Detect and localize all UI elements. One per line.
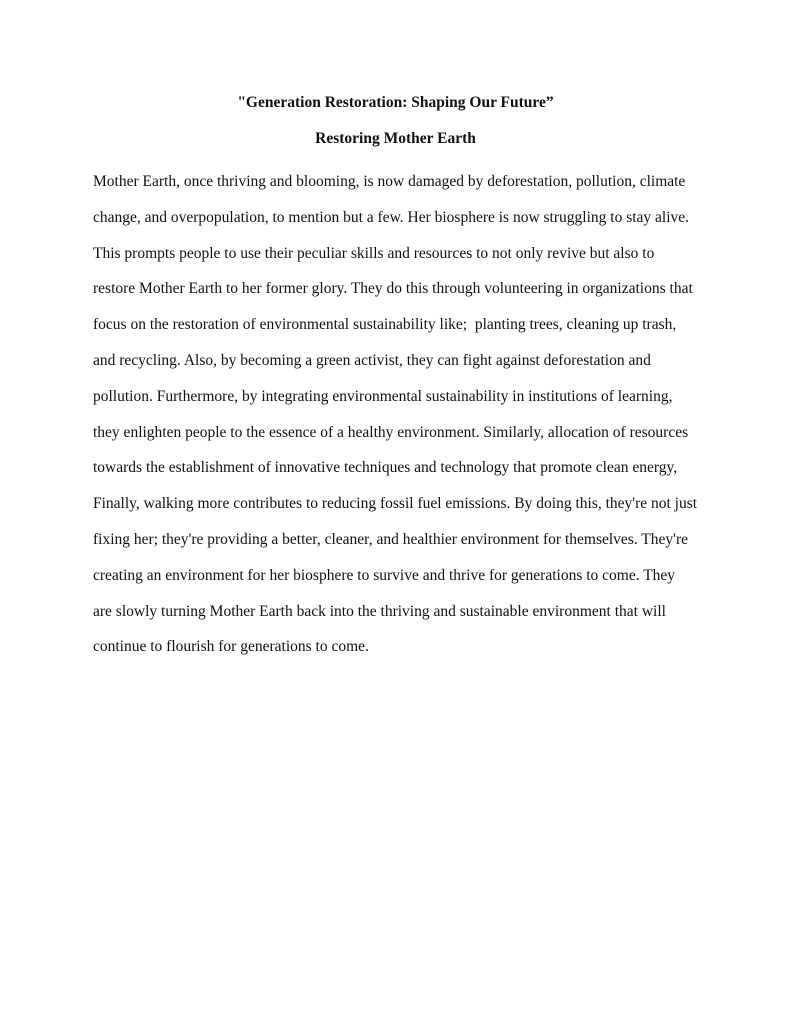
section-heading: Restoring Mother Earth: [315, 130, 476, 147]
paragraph-line: Finally, walking more contributes to reducing fossil fuel emissions. By doing this, they're not just: [93, 495, 698, 513]
paragraph-line: pollution. Furthermore, by integrating environmental sustainability in institutions of learning,: [93, 387, 673, 405]
paragraph-line: change, and overpopulation, to mention but a few. Her biosphere is now struggling to stay alive.: [93, 208, 690, 226]
paragraph-line: creating an environment for her biosphere to survive and thrive for generations to come. They: [93, 566, 676, 584]
paragraph-line: fixing her; they're providing a better, cleaner, and healthier environment for themselves. They're: [93, 530, 688, 548]
paragraph-line: Mother Earth, once thriving and blooming, is now damaged by deforestation, pollution, climate: [93, 173, 686, 190]
paragraph-line: continue to flourish for generations to come.: [93, 638, 369, 656]
paragraph-line: restore Mother Earth to her former glory. They do this through volunteering in organizations that: [93, 280, 693, 298]
paragraph-line: focus on the restoration of environmental sustainability like; planting trees, cleaning up trash,: [93, 316, 677, 334]
paragraph-line: are slowly turning Mother Earth back into the thriving and sustainable environment that will: [93, 602, 666, 620]
paragraph-line: and recycling. Also, by becoming a green activist, they can fight against deforestation and: [93, 351, 651, 369]
paragraph-line: towards the establishment of innovative techniques and technology that promote clean energy,: [93, 459, 678, 477]
body-paragraph: [93, 164, 713, 665]
paragraph-line: This prompts people to use their peculiar skills and resources to not only revive but also to: [93, 244, 655, 262]
document-title: "Generation Restoration: Shaping Our Future”: [237, 94, 554, 111]
paragraph-line: they enlighten people to the essence of a healthy environment. Similarly, allocation of resources: [93, 423, 689, 441]
